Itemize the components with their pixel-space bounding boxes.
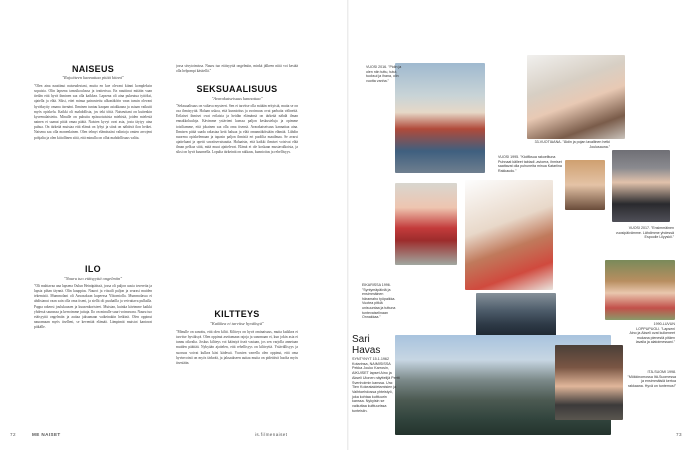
page-number-left: 72 (10, 432, 16, 437)
caption-33-vuotiaana: 33-VUOTIAANA. "Äidin ja pojan lavallinen hetki Joulusauna." (534, 140, 610, 149)
magazine-url: is.fi/menaiset (255, 432, 288, 437)
photo-woman-sunglasses (555, 345, 623, 420)
caption-1990s: 1990-LUVUN LOPPUPUOLI. "Lapseni Aino ja Akseli ovat kulkeneet mukana pienestä pitäen lavalla ja alatoimessani." (629, 322, 675, 345)
heading-seksuaalisuus: SEKSUAALISUUS (196, 84, 278, 94)
bio-last-name: Havas (352, 344, 381, 356)
photo-mother-child (527, 55, 625, 139)
bio-name (352, 335, 380, 356)
quote-seksuaalisuus: "Avarakatseisuus kannattaa" (211, 96, 263, 101)
caption-1996: EIKARISSA 1996. "Syntymäpäiviä ja ensimmäinen häramaho työpaikka. Vuotea pitkiä unisuuntaa ja tuttuna tuntevaiselinaan Onnakkaa." (362, 283, 396, 320)
heading-ilo: ILO (85, 264, 101, 274)
bio-first-name: Sari (352, 334, 370, 345)
photo-child-red-coat (395, 63, 485, 173)
body-text-kiltteys: "Minulle on sanottu, että olen kiltti. Kiltteys on hyvä ominaisuus, mutta kaikkea ei tarvitse hyväksyä. Olen oppinut asettamaan rajoja ja sanomaan ei, kun jokin asia ei tunnu oikealta. Joskus kiltteys voi kääntyä itseä vastaan, jos sen varjolla annetaan muiden päättää. Nykyään ajattelen, että rehellisyys on kiltteyttä. Ystävällisyys ja suoruus voivat kulkea käsi kädessä. Vuosien varrella olen oppinut, että oma hyvinvointi on myös tärkeää, ja jaksaakseen auttaa muita on pidettävä huolta myös itsestään. (176, 330, 298, 365)
heading-naiseus: NAISEUS (71, 64, 115, 74)
caption-1995: VUOSI 1995. "Kiolfiksua rakoelituna Puhnaat källeet tabiadi -avioera, ihmiset saattavat olla puhuneita minua Katariina Rakkaudu." (498, 155, 562, 173)
photo-children-1990s (605, 260, 675, 320)
magazine-name: ME NAISET (32, 432, 61, 437)
quote-kiltteys: "Kaikkea ei tarvitse hyväksyä" (210, 321, 264, 326)
caption-2017: VUOSI 2017. "Ensimmäinen vuosipäivämme. Lähdimme yhdessä Espoolle Lilyyskii." (615, 226, 674, 240)
caption-1998: ITÄ-SUOMI 1998. "Mökkinomossa Itä-Suomessa ja ensimmäisiä kertoa rakkaana. Hyvä on tuntemus!" (627, 370, 676, 388)
body-text-ilo: "Oli mahtavaa ana lapsena Oulun Heinäpäässä, jossa oli paljon uusia tovereita ja lapsia pihan täynnä. Olin kauppias. Nauroi ja vitsaili paljon ja seurasi muiden tekemisiä. Mummolani oli Aavasaksan kupeessa Ylitorniolla. Mummolassa ei ahdistanut vaan sain olla oma itseni, ja siellä oli puuhailla ja veivattava pulkalla. Pappa rakensi joulukuusen ja kuusenkoristeet. Muistan, kuinka kävimme kaikki yhdessä saunassa ja kerroimme juttuja. Ilo on minulle suuri voimavara. Nauru tuo etäisyyttä ongelmiin ja auttaa jaksamaan vaikeinakin hetkinä. Olen oppinut nauramaan myös itselleni, se keventää elämää. Lämpimät muistot kantavat pitkälle. (34, 284, 152, 330)
page-gutter (347, 0, 349, 450)
photo-couple-2017 (612, 150, 670, 222)
photo-child-red-shirt (395, 183, 457, 265)
bio-text: SYNTYNYT 15.1.1962 Kotarinsa, NAIMISISSA Pekka Jouko Karrosin, AIKUISET lapset Aino ja Akseli Ulonen näyttelijä Pertti Svenholmin kanssa. Ura: Tien Kokeataidetamisien ja Vaihtoehdossa yhteistyö, joka kohtaa kulttuurin kanssa. Nykyisin se vaikuttaa kulttuurissa tunteisiin. (352, 357, 400, 413)
quote-naiseus: "Rajoitteen kannattaa pitää kiinni" (62, 75, 124, 80)
body-text-continued: jossa sävytoimissa. Nauru tuo etäisyyttä ongelmiin, minkä jälkeen niitä voi kestää olla helpompi käsitellä." (176, 64, 298, 74)
body-text-naiseus: "Olen aina nauttinut naiseudestani, mutta en koe olevani kiinni kompleksin sopuisia. Olin lapsena tanssikoulussa ja teatterissa. En nauttinut mitään vaan tiedän että hyvä ihminen saa olla kaikkea. Lapsena oli aina pukeutua tyttöksi, ajatella ja elää. Siksi, ettei minua painostettu ulkonäköön vaan tunsin olevani hyväksytty omana itsenäni. Ihminen tuntuu kaupan asiakkaana ja asiaan vaikutti myös opiskelu. Kaikki oli mahdollista, jos teki töitä. Naiseuttani on kuitenkin kyseenalaistettu. Minulle on puhuttu epäsuotuisista miehistä, joiden mielestä nainen ei saanut pitää omaa päätä. Naisten kyvyt ovat asia, josta täytyy aina puhua. On tärkeää muistaa että elämä on lyhyt ja siinä on nähtävä ilon hetket. Naisena saa olla monenlainen. Olen tehnyt elämässäni valintoja omien arvojeni pohjalta ja olen kiitollinen siitä, että minulla on ollut mahdollisuus valita. (34, 84, 152, 140)
quote-ilo: "Nauru tuo etäisyyttä ongelmiin" (63, 276, 123, 281)
photo-group-lake (476, 293, 556, 337)
photo-woman-portrait (465, 180, 553, 290)
page-number-right: 73 (676, 432, 682, 437)
heading-kiltteys: KILTTEYS (214, 309, 260, 319)
body-text-seksuaalisuus: "Seksuaalisuus on valtava mysteeri. Sen ei tarvitse olla mitään erityistä, mutta se on osa ihmisyyttä. Haluan uskoa, että kunnioitus ja avoimuus ovat parhaita välineitä. Erilaiset ihmiset ovat erilaisia ja heidän elämänsä on tärkeää nähdä ilman ennakkoluuloja. Kävimme ystävieni kanssa paljon keskusteluja ja opimme toisiltamme, että jokainen saa olla oma itsensä. Avarakatseisuus kannattaa aina. Ihmisen pitää saada rakastaa ketä haluaa ja elää omannäköistään elämää. Lähdin nuorena opiskelemaan ja tapasin paljon ihmisiä eri puolilta maailmaa. Se avarsi ajatteluani ja opetti suvaitsevaisuutta. Haluaisin, että kaikki ihmiset voisivat elää ilman pelkoa siitä, mitä muut ajattelevat. Elämä ei ole koskaan mustavalkoista, ja siksi on hyvä kuunnella. Lopulta tärkeintä on rakkaus, kunnioitus ja rehellisyys. (176, 104, 298, 155)
photo-portrait-small (565, 160, 605, 210)
caption-2016: VUOSI 2016. "Pidin ja olen niin tuttu, tutut, tuoksui ja ihana, olin vuotta vanha." (366, 65, 402, 83)
